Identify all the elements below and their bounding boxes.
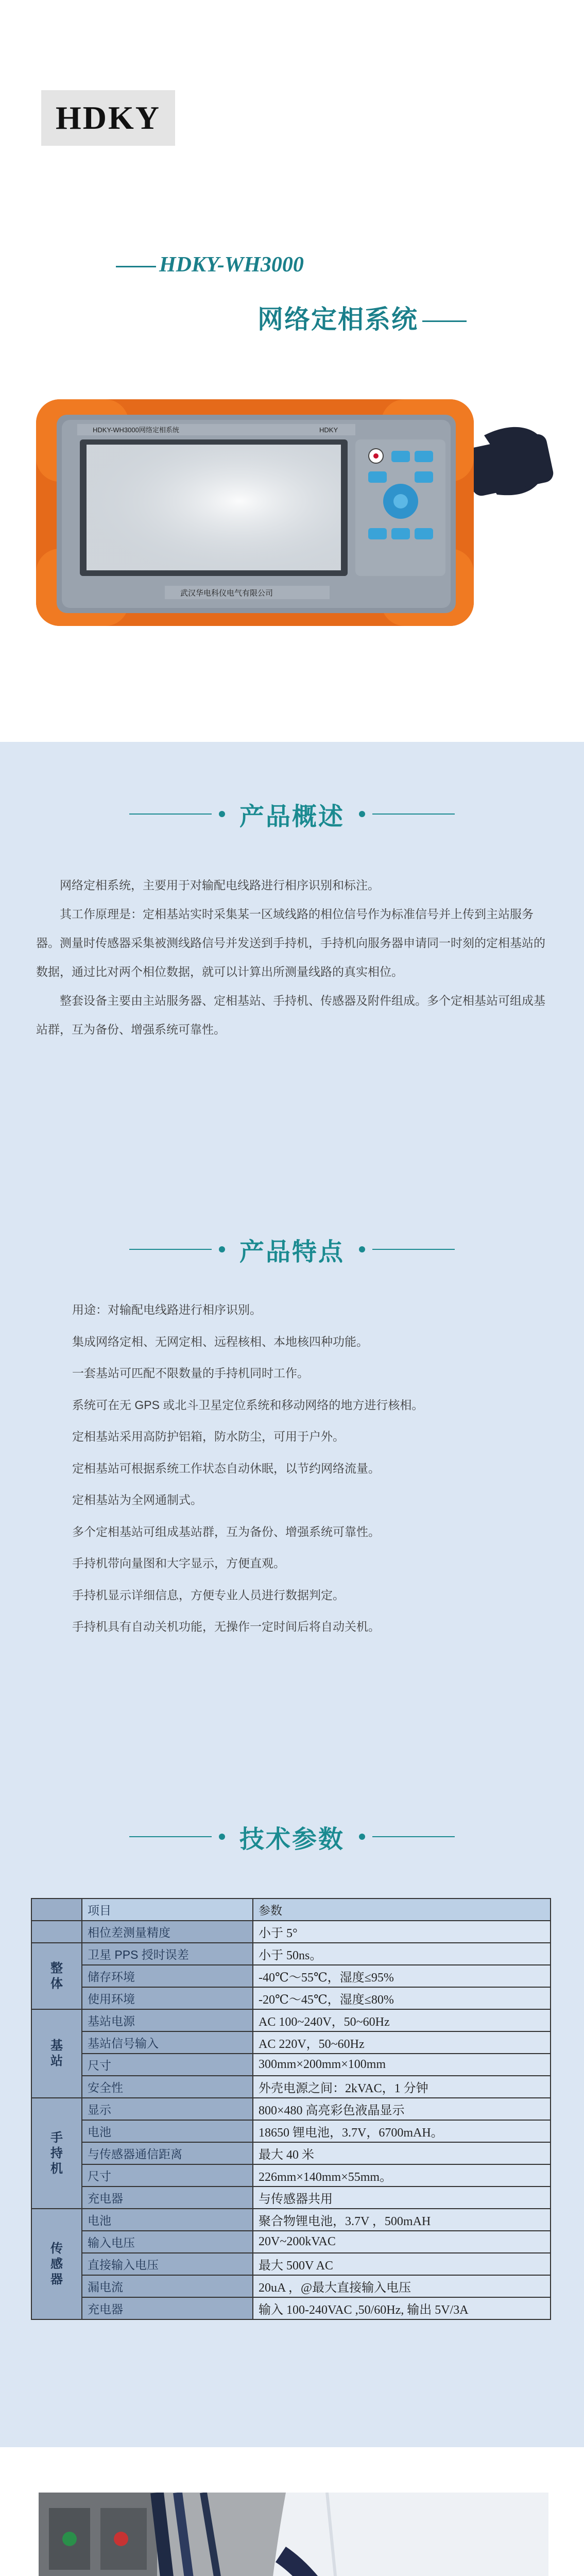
overview-text	[36, 871, 546, 1044]
row-item: 尺寸	[82, 2164, 253, 2187]
table-row	[31, 2098, 551, 2120]
heading-line-left	[129, 1249, 212, 1250]
table-row	[31, 2164, 551, 2187]
row-param: 最大 500V AC	[253, 2253, 551, 2275]
row-param: 226mm×140mm×55mm。	[253, 2164, 551, 2187]
field-use-photo	[39, 2493, 548, 2576]
features-title: 产品特点	[239, 1238, 345, 1266]
row-param: 与传感器共用	[253, 2187, 551, 2209]
row-item: 基站信号输入	[82, 2031, 253, 2054]
row-item: 与传感器通信距离	[82, 2142, 253, 2164]
header-item: 项目	[82, 1899, 253, 1921]
table-row	[31, 2297, 551, 2319]
specs-heading	[0, 1819, 584, 1855]
row-item: 直接输入电压	[82, 2253, 253, 2275]
heading-dot-right	[359, 1834, 365, 1840]
device-company: 武汉华电科仪电气有限公司	[180, 589, 273, 598]
model-name: HDKY-WH3000	[159, 253, 304, 277]
overview-paragraph: 网络定相系统，主要用于对输配电线路进行相序识别和标注。	[60, 878, 380, 892]
system-dash	[422, 320, 467, 322]
table-row	[31, 2142, 551, 2164]
group-label: 基站	[50, 2039, 63, 2068]
row-param: 800×480 高亮彩色液晶显示	[253, 2098, 551, 2120]
row-param: 聚合物锂电池，3.7V ，500mAH	[253, 2209, 551, 2231]
table-row	[31, 1965, 551, 1987]
feature-item: 手持机显示详细信息，方便专业人员进行数据判定。	[72, 1588, 345, 1602]
row-param: 20uA ，@最大直接输入电压	[253, 2275, 551, 2297]
heading-dot-left	[219, 1834, 225, 1840]
overview-paragraph: 其工作原理是：定相基站实时采集某一区域线路的相位信号作为标准信号并上传到主站服务器。测量时传感器采集被测线路信号并发送到手持机，手持机向服务器申请同一时刻的定相基站的数据，通过比对两个相位数据，就可以计算出所测量线路的真实相位。	[36, 907, 545, 978]
heading-line-left	[129, 814, 212, 815]
handheld-device-image	[31, 379, 556, 636]
row-item: 使用环境	[82, 1987, 253, 2009]
table-row	[31, 2120, 551, 2142]
row-item: 电池	[82, 2120, 253, 2142]
row-item: 卫星 PPS 授时误差	[82, 1943, 253, 1965]
device-label-left: HDKY-WH3000网络定相系统	[93, 426, 179, 434]
group-label: 传感器	[50, 2241, 63, 2286]
heading-line-right	[372, 1836, 455, 1837]
group-label: 整体	[50, 1961, 63, 1991]
system-heading	[257, 299, 467, 336]
heading-dot-left	[219, 811, 225, 817]
group-label-sensor	[31, 2209, 82, 2319]
table-row	[31, 2054, 551, 2076]
overview-heading	[0, 796, 584, 832]
row-param: 300mm×200mm×100mm	[253, 2054, 551, 2076]
row-item: 充电器	[82, 2187, 253, 2209]
row-item: 尺寸	[82, 2054, 253, 2076]
row-param: 小于 5°	[253, 1921, 551, 1943]
model-dash	[116, 266, 156, 267]
group-label: 手持机	[50, 2130, 63, 2176]
table-row	[31, 2187, 551, 2209]
row-param: 输入 100-240VAC ,50/60Hz, 输出 5V/3A	[253, 2297, 551, 2319]
table-row	[31, 2209, 551, 2231]
row-item: 储存环境	[82, 1965, 253, 1987]
row-item: 安全性	[82, 2076, 253, 2098]
brand-text: HDKY	[56, 99, 161, 136]
feature-item: 手持机具有自动关机功能，无操作一定时间后将自动关机。	[72, 1620, 380, 1633]
row-item: 基站电源	[82, 2009, 253, 2031]
model-heading	[116, 252, 304, 277]
heading-line-right	[372, 1249, 455, 1250]
group-label-handheld	[31, 2098, 82, 2209]
row-param: -40℃～55℃，湿度≤95%	[253, 1965, 551, 1987]
feature-item: 定相基站为全网通制式。	[72, 1493, 202, 1506]
table-row	[31, 2031, 551, 2054]
row-item: 输入电压	[82, 2231, 253, 2253]
feature-item: 集成网络定相、无网定相、远程核相、本地核四种功能。	[72, 1334, 368, 1348]
row-item: 电池	[82, 2209, 253, 2231]
header-param: 参数	[253, 1899, 551, 1921]
system-name: 网络定相系统	[257, 305, 418, 334]
row-item: 显示	[82, 2098, 253, 2120]
overview-title: 产品概述	[239, 803, 345, 831]
table-row	[31, 2009, 551, 2031]
table-row	[31, 1921, 551, 1943]
heading-dot-right	[359, 1246, 365, 1252]
feature-item: 定相基站采用高防护铝箱，防水防尘，可用于户外。	[72, 1430, 345, 1443]
row-param: -20℃～45℃，湿度≤80%	[253, 1987, 551, 2009]
brand-logo	[41, 90, 175, 146]
row-item: 漏电流	[82, 2275, 253, 2297]
table-row	[31, 2076, 551, 2098]
device-label-right: HDKY	[319, 426, 338, 434]
row-item: 相位差测量精度	[82, 1921, 253, 1943]
spec-table	[31, 1898, 551, 2320]
row-param: 小于 50ns。	[253, 1943, 551, 1965]
heading-line-left	[129, 1836, 212, 1837]
row-param: AC 100~240V，50~60Hz	[253, 2009, 551, 2031]
feature-item: 一套基站可匹配不限数量的手持机同时工作。	[72, 1366, 309, 1380]
row-item: 充电器	[82, 2297, 253, 2319]
table-header-row	[31, 1899, 551, 1921]
feature-item: 多个定相基站可组成基站群，互为备份、增强系统可靠性。	[72, 1524, 380, 1538]
features-list	[72, 1294, 536, 1643]
feature-item: 手持机带向量图和大字显示，方便直观。	[72, 1556, 285, 1570]
table-row	[31, 1943, 551, 1965]
row-param: 外壳电源之间：2kVAC，1 分钟	[253, 2076, 551, 2098]
row-param: 20V~200kVAC	[253, 2231, 551, 2253]
heading-line-right	[372, 814, 455, 815]
features-heading	[0, 1231, 584, 1267]
table-row	[31, 2275, 551, 2297]
group-cell	[31, 1921, 82, 1943]
row-param: AC 220V，50~60Hz	[253, 2031, 551, 2054]
row-param: 18650 锂电池，3.7V，6700mAH。	[253, 2120, 551, 2142]
overview-paragraph: 整套设备主要由主站服务器、定相基站、手持机、传感器及附件组成。多个定相基站可组成基站群，互为备份、增强系统可靠性。	[36, 994, 545, 1036]
group-cell	[31, 1899, 82, 1921]
table-row	[31, 2253, 551, 2275]
table-row	[31, 2231, 551, 2253]
group-label-whole	[31, 1943, 82, 2009]
feature-item: 系统可在无 GPS 或北斗卫星定位系统和移动网络的地方进行核相。	[72, 1398, 424, 1412]
feature-item: 定相基站可根据系统工作状态自动休眠，以节约网络流量。	[72, 1461, 380, 1475]
row-param: 最大 40 米	[253, 2142, 551, 2164]
specs-title: 技术参数	[239, 1825, 345, 1853]
feature-item: 用途：对输配电线路进行相序识别。	[72, 1303, 262, 1316]
heading-dot-right	[359, 811, 365, 817]
table-row	[31, 1987, 551, 2009]
group-label-station	[31, 2009, 82, 2098]
heading-dot-left	[219, 1246, 225, 1252]
